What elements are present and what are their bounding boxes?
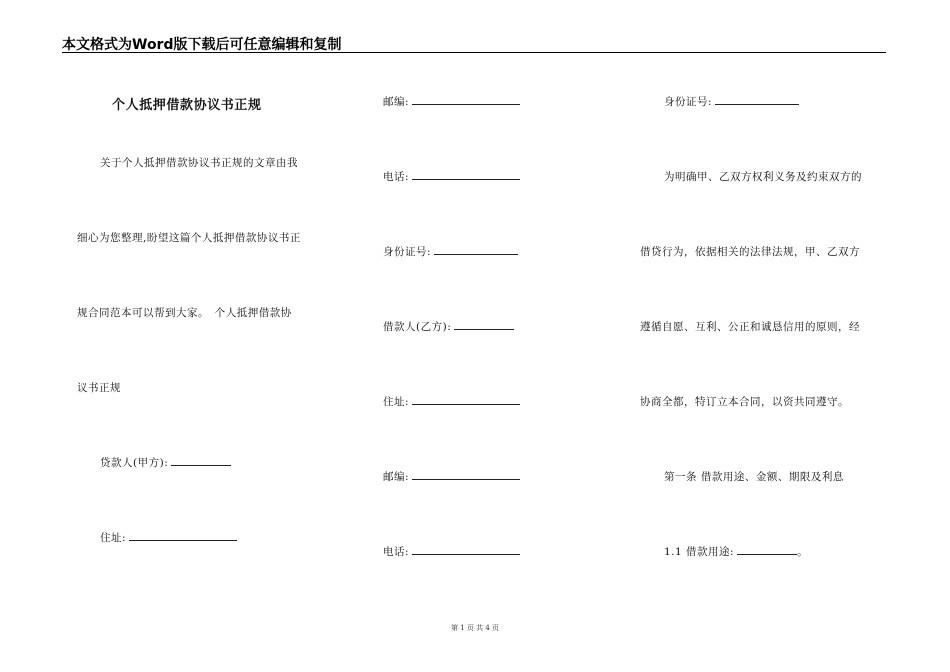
intro-line-3: 规合同范本可以帮到大家。 个人抵押借款协: [77, 307, 292, 319]
loan-purpose-field: [664, 544, 808, 559]
lender-id-field: [383, 244, 518, 259]
borrower-address-label: 住址:: [383, 396, 410, 408]
preamble-line-1: 为明确甲、乙双方权利义务及约束双方的: [664, 171, 862, 183]
lender-phone-blank: [412, 169, 520, 180]
borrower-postcode-label: 邮编:: [383, 471, 410, 483]
borrower-id-blank: [715, 94, 799, 105]
loan-purpose-label: 1.1 借款用途:: [664, 546, 735, 558]
loan-purpose-end: 。: [797, 546, 809, 558]
preamble-line-4: 协商全都，特订立本合同，以资共同遵守。: [640, 396, 849, 408]
borrower-address-field: [383, 394, 520, 409]
lender-address-blank: [129, 530, 237, 541]
lender-blank: [171, 455, 231, 466]
intro-line-1: 关于个人抵押借款协议书正规的文章由我: [100, 157, 298, 169]
preamble-line-3: 遵循自愿、互利、公正和诚恳信用的原则，经: [640, 321, 860, 333]
lender-id-label: 身份证号:: [383, 246, 432, 258]
borrower-phone-blank: [412, 544, 520, 555]
borrower-label: 借款人(乙方):: [383, 321, 452, 333]
lender-address-label: 住址:: [100, 532, 127, 544]
intro-line-4: 议书正规: [77, 382, 121, 394]
document-title: 个人抵押借款协议书正规: [112, 98, 262, 113]
lender-phone-label: 电话:: [383, 171, 410, 183]
header-rule: [62, 52, 886, 53]
lender-id-blank: [434, 244, 518, 255]
lender-field: [100, 455, 231, 470]
borrower-phone-label: 电话:: [383, 546, 410, 558]
borrower-blank: [454, 319, 514, 330]
document-header: 本文格式为Word版下载后可任意编辑和复制: [62, 37, 342, 53]
intro-line-2: 细心为您整理,盼望这篇个人抵押借款协议书正: [77, 232, 301, 244]
lender-address-field: [100, 530, 237, 545]
lender-postcode-blank: [412, 94, 520, 105]
borrower-postcode-blank: [412, 469, 520, 480]
lender-postcode-label: 邮编:: [383, 96, 410, 108]
page-number: 第 1 页 共 4 页: [450, 624, 500, 632]
lender-phone-field: [383, 169, 520, 184]
borrower-phone-field: [383, 544, 520, 559]
article-1-heading: 第一条 借款用途、金额、期限及利息: [664, 471, 844, 483]
loan-purpose-blank: [737, 544, 797, 555]
borrower-id-field: [664, 94, 799, 109]
borrower-id-label: 身份证号:: [664, 96, 713, 108]
lender-label: 贷款人(甲方):: [100, 457, 169, 469]
preamble-line-2: 借贷行为，依据相关的法律法规，甲、乙双方: [640, 246, 860, 258]
lender-postcode-field: [383, 94, 520, 109]
borrower-postcode-field: [383, 469, 520, 484]
borrower-field: [383, 319, 514, 334]
borrower-address-blank: [412, 394, 520, 405]
